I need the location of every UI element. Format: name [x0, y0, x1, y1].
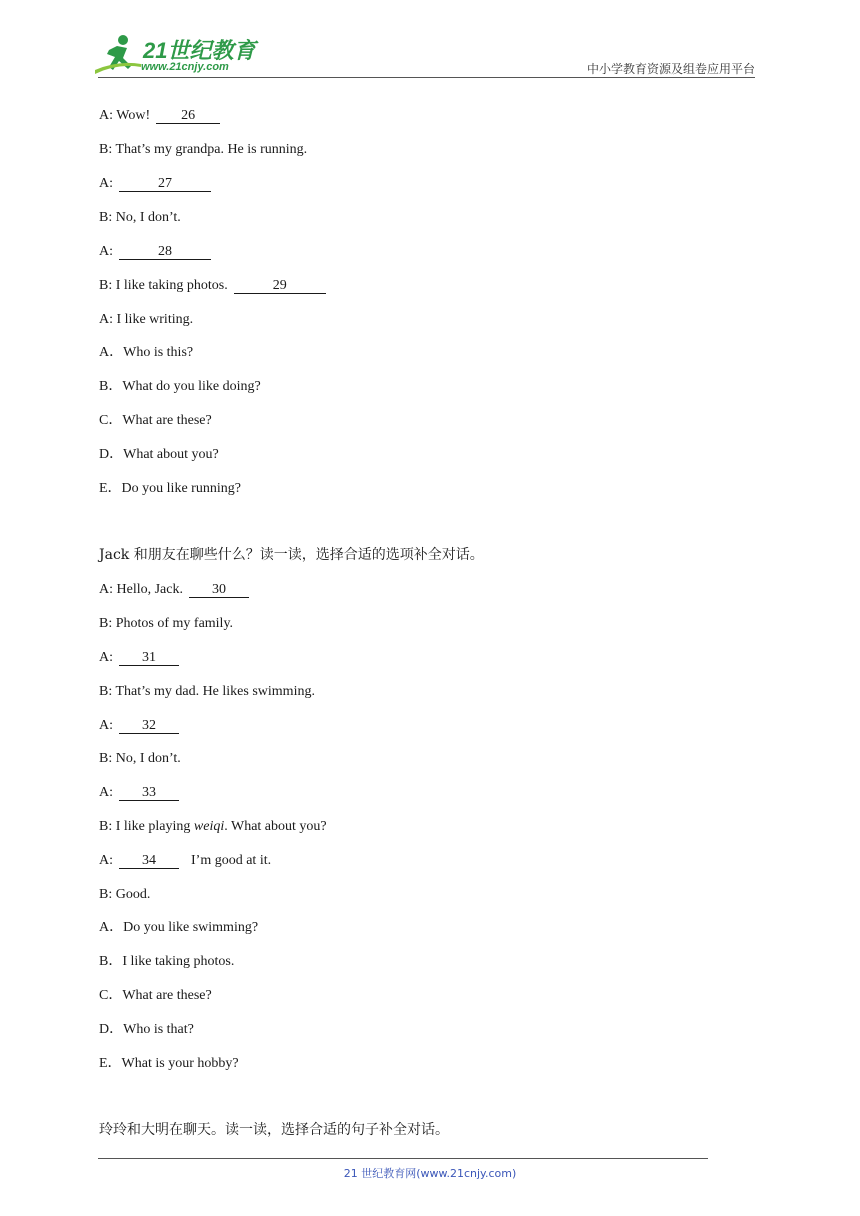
line-text: A: I like writing.	[99, 312, 194, 327]
line-text: . What about you?	[224, 819, 327, 834]
dialogue-line	[99, 243, 211, 261]
dialogue-line	[99, 717, 179, 735]
option-c: C．What are these?	[99, 413, 212, 428]
footer-link[interactable]	[0, 1165, 860, 1181]
dialogue-line	[99, 886, 150, 904]
line-text: A:	[99, 718, 113, 733]
line-text: A:	[99, 176, 113, 191]
dialogue-line	[99, 107, 220, 125]
option-b: B．I like taking photos.	[99, 954, 235, 969]
line-text: A:	[99, 244, 113, 259]
answer-blank[interactable]: 34	[119, 853, 179, 869]
line-text: B: I like playing	[99, 819, 191, 834]
dialogue-line	[99, 581, 249, 599]
line-text: A: Hello, Jack.	[99, 582, 183, 597]
line-text: A:	[99, 785, 113, 800]
dialogue-line	[99, 175, 211, 193]
dialogue-line	[99, 784, 179, 802]
line-text: A:	[99, 650, 113, 665]
option-d: D．What about you?	[99, 447, 219, 462]
dialogue-line	[99, 277, 326, 295]
footer-divider	[98, 1158, 708, 1159]
answer-blank[interactable]: 31	[119, 650, 179, 666]
dialogue-line	[99, 311, 193, 329]
answer-blank[interactable]: 29	[234, 278, 326, 294]
line-text: B: No, I don’t.	[99, 751, 181, 766]
line-text: B: I like taking photos.	[99, 278, 228, 293]
answer-blank[interactable]: 32	[119, 718, 179, 734]
footer-text[interactable]: 21 世纪教育网(www.21cnjy.com)	[343, 1167, 517, 1180]
logo-title: 21世纪教育	[143, 38, 256, 63]
answer-blank[interactable]: 30	[189, 582, 249, 598]
line-text: I’m good at it.	[191, 853, 272, 868]
dialogue-line	[99, 615, 233, 633]
dialogue-line	[99, 141, 307, 159]
answer-blank[interactable]: 27	[119, 176, 211, 192]
option-a: A．Do you like swimming?	[99, 920, 259, 935]
line-text: B: That’s my grandpa. He is running.	[99, 142, 308, 157]
answer-blank[interactable]: 26	[156, 108, 220, 124]
answer-blank[interactable]: 33	[119, 785, 179, 801]
dialogue-line	[99, 852, 271, 870]
site-logo[interactable]	[93, 34, 263, 78]
page-header	[0, 0, 860, 80]
dialogue-line	[99, 750, 181, 768]
header-divider	[98, 77, 755, 78]
line-text: B: That’s my dad. He likes swimming.	[99, 684, 315, 699]
option-a: A．Who is this?	[99, 345, 194, 360]
line-text: A: Wow!	[99, 108, 151, 123]
option-c: C．What are these?	[99, 988, 212, 1003]
option-e: E．What is your hobby?	[99, 1056, 239, 1071]
dialogue-line	[99, 683, 315, 701]
section-instruction: 玲玲和大明在聊天。读一读，选择合适的句子补全对话。	[99, 1122, 449, 1138]
runner-logo-icon	[93, 34, 143, 78]
dialogue-line	[99, 209, 181, 227]
option-b: B．What do you like doing?	[99, 379, 261, 394]
line-text: B: Photos of my family.	[99, 616, 234, 631]
dialogue-line	[99, 649, 179, 667]
line-text: B: No, I don’t.	[99, 210, 181, 225]
logo-url: www.21cnjy.com	[141, 61, 229, 73]
header-tagline: 中小学教育资源及组卷应用平台	[586, 62, 755, 76]
option-d: D．Who is that?	[99, 1022, 194, 1037]
section-instruction: Jack 和朋友在聊些什么？读一读，选择合适的选项补全对话。	[99, 547, 484, 563]
option-e: E．Do you like running?	[99, 481, 241, 496]
dialogue-line	[99, 818, 327, 836]
line-text: A:	[99, 853, 113, 868]
line-text: B: Good.	[99, 887, 151, 902]
answer-blank[interactable]: 28	[119, 244, 211, 260]
italic-word: weiqi	[193, 819, 225, 834]
